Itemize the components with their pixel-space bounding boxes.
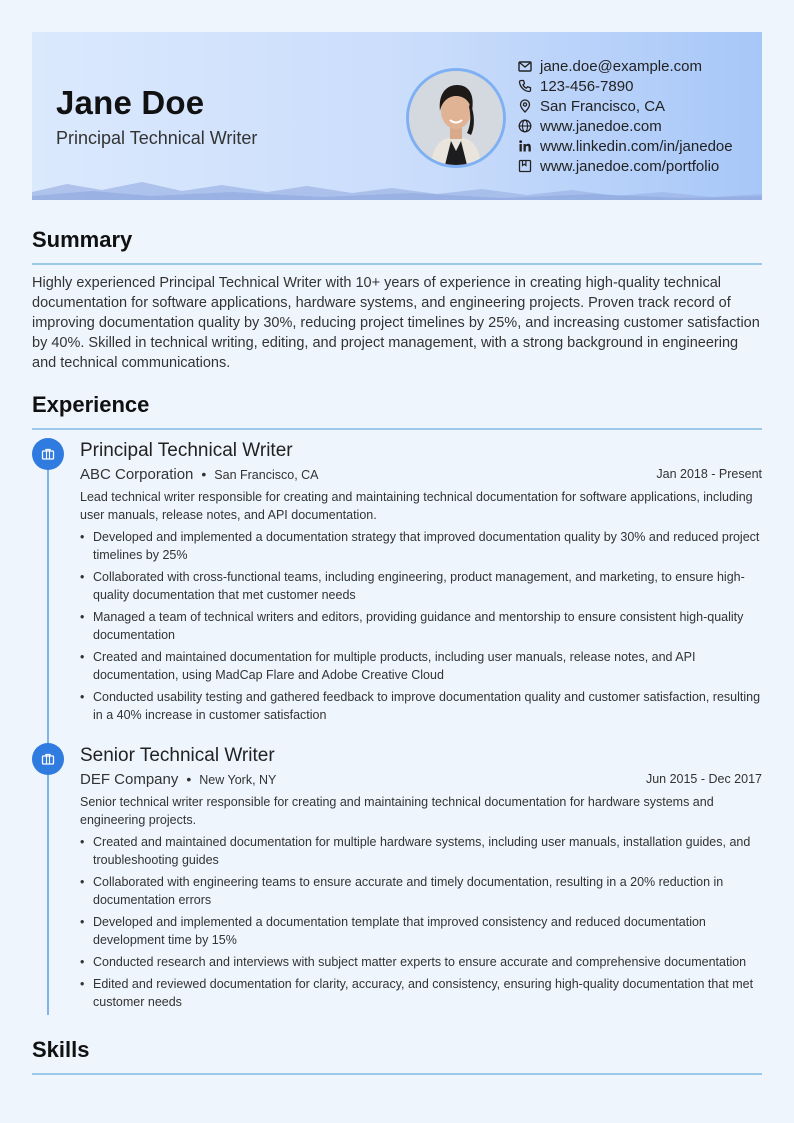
achievement-item: • Developed and implemented a documentation template that improved consistency and reduced documentation development time by 15% xyxy=(80,913,762,949)
achievement-item: • Developed and implemented a documentation strategy that improved documentation quality by 30% and reduced project timelines by 25% xyxy=(80,528,762,564)
job-location: New York, NY xyxy=(199,773,277,787)
experience-heading: Experience xyxy=(32,392,150,417)
experience-divider xyxy=(32,428,762,430)
timeline-line xyxy=(47,455,49,1015)
contact-website-text: www.janedoe.com xyxy=(540,117,662,135)
job-entry xyxy=(80,745,762,1015)
briefcase-icon xyxy=(32,743,64,775)
contact-phone[interactable] xyxy=(518,76,733,96)
contact-linkedin[interactable] xyxy=(518,136,733,156)
phone-icon xyxy=(518,79,532,93)
mountain-decoration xyxy=(32,180,762,200)
candidate-name: Jane Doe xyxy=(56,84,205,121)
job-description: Lead technical writer responsible for creating and maintaining technical documentation for software applications, including user manuals, release notes, and API documentation. xyxy=(80,490,753,522)
job-entry xyxy=(80,440,762,728)
job-title: Principal Technical Writer xyxy=(80,440,293,461)
linkedin-icon xyxy=(518,139,532,153)
profile-photo xyxy=(406,68,506,168)
job-company: DEF Company xyxy=(80,771,179,788)
skills-divider xyxy=(32,1073,762,1075)
contact-phone-text: 123-456-7890 xyxy=(540,77,634,95)
job-meta xyxy=(80,466,762,488)
summary-text: Highly experienced Principal Technical Writer with 10+ years of experience in creating high-quality technical documentation for software applications, hardware systems, and engineering projects. Proven track record of improving documentation quality by 30%, reducing project timelines by 25%, and increasing customer satisfaction by 40%. Skilled in technical writing, editing, and project management, with a strong background in engineering and technical communications. xyxy=(32,275,760,371)
meta-separator: • xyxy=(186,771,192,787)
resume-header xyxy=(32,32,762,200)
contact-location xyxy=(518,96,733,116)
contact-location-text: San Francisco, CA xyxy=(540,97,666,115)
contact-portfolio-text: www.janedoe.com/portfolio xyxy=(540,157,720,175)
job-dates: Jun 2015 - Dec 2017 xyxy=(645,772,762,786)
achievement-item: • Conducted research and interviews with subject matter experts to ensure accurate and comprehensive documentation xyxy=(80,953,762,971)
job-achievements xyxy=(80,833,762,1011)
achievement-item: • Edited and reviewed documentation for clarity, accuracy, and consistency, ensuring high-quality documentation that met customer needs xyxy=(80,975,762,1011)
achievement-item: • Managed a team of technical writers and editors, providing guidance and mentorship to ensure consistent high-quality documentation xyxy=(80,608,762,644)
job-description: Senior technical writer responsible for creating and maintaining technical documentation for hardware systems and engineering projects. xyxy=(80,795,714,827)
briefcase-icon xyxy=(32,438,64,470)
summary-heading: Summary xyxy=(32,227,133,252)
contact-list xyxy=(518,56,733,176)
achievement-item: • Conducted usability testing and gathered feedback to improve documentation quality and customer satisfaction, resulting in a 40% increase in customer satisfaction xyxy=(80,688,762,724)
contact-email-text: jane.doe@example.com xyxy=(540,57,702,75)
portfolio-icon xyxy=(518,159,532,173)
job-location: San Francisco, CA xyxy=(214,468,319,482)
job-company: ABC Corporation xyxy=(80,466,194,483)
job-dates: Jan 2018 - Present xyxy=(656,467,762,481)
contact-portfolio[interactable] xyxy=(518,156,733,176)
candidate-title: Principal Technical Writer xyxy=(56,128,258,148)
job-title: Senior Technical Writer xyxy=(80,745,275,766)
achievement-item: • Created and maintained documentation for multiple products, including user manuals, release notes, and API documentation, using MadCap Flare and Adobe Creative Cloud xyxy=(80,648,762,684)
contact-email[interactable] xyxy=(518,56,733,76)
job-achievements xyxy=(80,528,762,724)
summary-divider xyxy=(32,263,762,265)
location-icon xyxy=(518,99,532,113)
skills-heading: Skills xyxy=(32,1037,90,1062)
email-icon xyxy=(518,59,532,73)
globe-icon xyxy=(518,119,532,133)
job-meta xyxy=(80,771,762,793)
meta-separator: • xyxy=(201,466,207,482)
achievement-item: • Collaborated with engineering teams to ensure accurate and timely documentation, resulting in a 20% reduction in documentation errors xyxy=(80,873,762,909)
contact-linkedin-text: www.linkedin.com/in/janedoe xyxy=(540,137,733,155)
achievement-item: • Collaborated with cross-functional teams, including engineering, product management, and marketing, to ensure high-quality documentation that met customer needs xyxy=(80,568,762,604)
achievement-item: • Created and maintained documentation for multiple hardware systems, including user manuals, installation guides, and troubleshooting guides xyxy=(80,833,762,869)
contact-website[interactable] xyxy=(518,116,733,136)
